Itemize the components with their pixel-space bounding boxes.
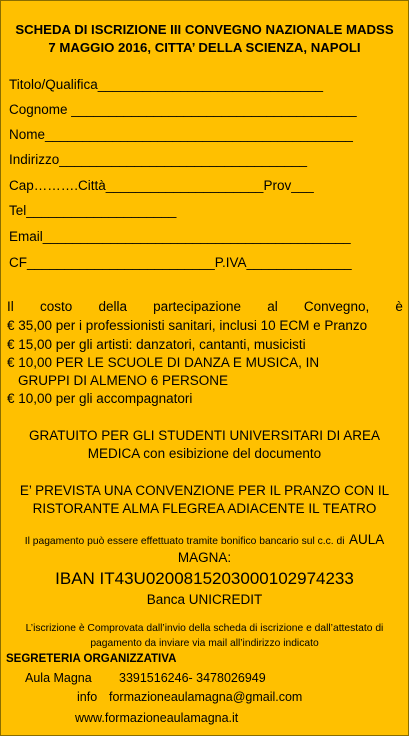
bank-name: Banca UNICREDIT: [146, 592, 263, 607]
cost-intro-word: Il: [7, 299, 14, 314]
field-cognome: Cognome ______________________________________: [9, 102, 357, 117]
segreteria-heading: SEGRETERIA ORGANIZZATIVA: [6, 653, 177, 665]
cost-intro: [7, 299, 403, 314]
field-tel: Tel____________________: [9, 203, 177, 218]
gratuito-line2: MEDICA con esibizione del documento: [87, 446, 322, 461]
field-indirizzo: Indirizzo_________________________________: [9, 152, 308, 167]
segreteria-email-label: info: [77, 690, 98, 704]
gratuito-line1: GRATUITO PER GLI STUDENTI UNIVERSITARI DI AREA: [28, 428, 381, 443]
cost-intro-word: costo: [39, 299, 73, 314]
cost-scuole: € 10,00 PER LE SCUOLE DI DANZA E MUSICA, IN: [7, 355, 320, 370]
payment-text: Il pagamento può essere effettuato tramite bonifico bancario sul c.c. di: [24, 536, 345, 547]
payment-magna: MAGNA:: [177, 550, 232, 565]
cost-artisti: € 15,00 per gli artisti: danzatori, cantanti, musicisti: [7, 337, 306, 352]
cost-intro-word: Convegno,: [303, 299, 370, 314]
convenzione-line2: RISTORANTE ALMA FLEGREA ADIACENTE IL TEATRO: [32, 501, 377, 516]
payment-line1: [1, 531, 408, 549]
cost-accompagnatori: € 10,00 per gli accompagnatori: [7, 391, 193, 406]
cost-intro-word: partecipazione: [153, 299, 241, 314]
segreteria-phones: 3391516246- 3478026949: [119, 671, 266, 685]
field-cf-piva: CF_________________________P.IVA______________: [9, 255, 352, 270]
segreteria-email[interactable]: formazioneaulamagna@gmail.com: [109, 690, 303, 704]
field-email: Email_________________________________________: [9, 229, 351, 244]
cost-intro-word: è: [395, 299, 403, 314]
segreteria-name: Aula Magna: [25, 671, 92, 685]
payment-aula: AULA: [348, 532, 385, 547]
cost-intro-word: della: [98, 299, 127, 314]
form-title-line1: SCHEDA DI ISCRIZIONE III CONVEGNO NAZIONALE MADSS: [15, 22, 394, 37]
cost-intro-word: al: [267, 299, 278, 314]
note-line1: L’iscrizione è Comprovata dall’invio della scheda di iscrizione e dall’attestato di: [25, 623, 384, 634]
field-nome: Nome_________________________________________: [9, 127, 353, 142]
cost-scuole-gruppi: GRUPPI DI ALMENO 6 PERSONE: [18, 373, 229, 388]
note-line2: pagamento da inviare via mail all’indirizzo indicato: [90, 638, 319, 649]
form-title-line2: 7 MAGGIO 2016, CITTA’ DELLA SCIENZA, NAPOLI: [48, 40, 361, 55]
field-titolo-qualifica: Titolo/Qualifica______________________________: [9, 77, 324, 92]
segreteria-website[interactable]: www.formazioneaulamagna.it: [75, 711, 239, 725]
field-cap-citta-prov: Cap……….Città_____________________Prov___: [9, 178, 314, 193]
cost-professionisti: € 35,00 per i professionisti sanitari, inclusi 10 ECM e Pranzo: [7, 318, 368, 333]
convenzione-line1: E’ PREVISTA UNA CONVENZIONE PER IL PRANZO CON IL: [19, 483, 390, 498]
iban: IBAN IT43U0200815203000102974233: [55, 569, 354, 588]
